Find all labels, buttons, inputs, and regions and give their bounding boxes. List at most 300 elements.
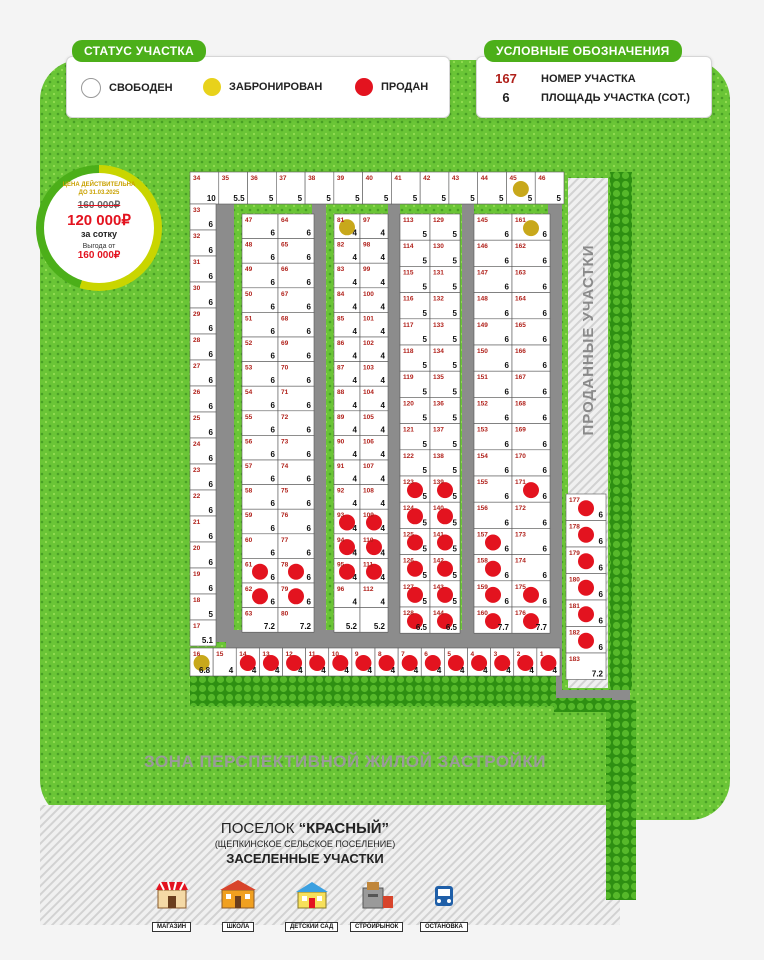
plot-area-label: 5.2 [373, 622, 385, 632]
plot-area-label: 6 [542, 413, 547, 423]
village-prefix: ПОСЕЛОК [220, 820, 299, 837]
plot-number-label: 118 [403, 348, 414, 355]
plot-number-label: 25 [193, 415, 201, 422]
plot-number-label: 39 [336, 175, 345, 182]
legend-plot-number-key: 167 [495, 71, 517, 86]
plot-area-label: 6 [208, 402, 213, 411]
plot-number-label: 76 [281, 512, 289, 520]
poi-hardware-store [350, 880, 403, 933]
status-legend [66, 56, 450, 118]
village-name: “КРАСНЫЙ” [298, 820, 390, 837]
kindergarten-icon [294, 880, 330, 910]
plot-area-label: 5 [422, 492, 427, 502]
plot-number-label: 121 [403, 426, 414, 434]
plot-area-label: 6 [598, 563, 603, 573]
plot-number-label: 175 [515, 583, 526, 591]
plot-area-label: 6 [598, 643, 603, 652]
legend-free-label: СВОБОДЕН [109, 82, 173, 94]
plot-number-label: 183 [569, 656, 580, 663]
plot-number-label: 144 [433, 610, 444, 617]
plot-number-label: 116 [403, 295, 414, 303]
sold-plots-zone-label: ПРОДАННЫЕ УЧАСТКИ [580, 244, 597, 436]
plot-number-label: 169 [515, 426, 526, 434]
plot-number-label: 119 [403, 374, 414, 382]
plot-number-label: 77 [281, 536, 289, 544]
plot-area-label: 6 [306, 253, 311, 263]
plot-number-label: 161 [515, 217, 526, 224]
plot-area-label: 4 [380, 597, 385, 607]
plot-area-label: 6 [208, 350, 213, 359]
plot-number-label: 143 [433, 583, 444, 591]
plot-area-label: 6 [542, 492, 547, 502]
plot-area-label: 6 [542, 256, 547, 266]
sold-dot-icon [355, 78, 373, 96]
plot-area-label: 5 [422, 439, 427, 449]
plot-number-label: 2 [516, 651, 521, 658]
plot-number-label: 156 [477, 505, 488, 513]
plot-number-label: 13 [262, 651, 270, 658]
plot-area-label: 6 [270, 548, 275, 558]
plot-number-label: 15 [216, 651, 224, 658]
plot-area-label: 5 [422, 518, 427, 528]
plot-number-label: 140 [433, 505, 444, 513]
plot-number-label: 154 [477, 452, 488, 460]
plot-number-label: 17 [193, 623, 201, 630]
plot-area-label: 6 [504, 387, 509, 397]
plot-number-label: 147 [477, 269, 488, 277]
plot-number-label: 32 [193, 233, 201, 240]
plot-number-label: 38 [308, 175, 316, 182]
plot-area-label: 6 [504, 544, 509, 554]
plot-area-label: 4 [251, 666, 257, 675]
savings-value: 160 000₽ [77, 250, 121, 261]
plot-area-label: 4 [352, 228, 357, 238]
plot-number-label: 170 [515, 452, 526, 460]
plot-number-label: 58 [245, 487, 253, 495]
plot-area-label: 5 [412, 194, 418, 203]
plot-area-label: 6 [270, 597, 275, 607]
plot-area-label: 6 [542, 387, 547, 397]
plot-number-label: 109 [363, 512, 374, 520]
legend-plot-number-label: НОМЕР УЧАСТКА [541, 72, 636, 85]
poi-kindergarten [285, 880, 338, 933]
plot-number-label: 30 [193, 285, 201, 292]
plot-area-label: 4 [352, 376, 357, 386]
plot-number-label: 110 [363, 536, 374, 544]
plot-area-label: 6 [270, 573, 275, 582]
plot-number-label: 91 [337, 463, 345, 470]
price-badge [36, 165, 162, 291]
plot-area-label: 6 [270, 228, 275, 238]
plot-area-label: 4 [352, 450, 357, 459]
plot-area-label: 6 [542, 439, 547, 449]
plot-area-label: 5.5 [233, 194, 245, 203]
plot-number-label: 35 [221, 175, 230, 182]
plot-area-label: 5 [452, 387, 457, 397]
tree-line [554, 698, 612, 712]
sold-marker [252, 564, 268, 580]
plot-area-label: 5 [422, 597, 427, 606]
plot-area-label: 6 [504, 361, 509, 371]
plot-number-label: 90 [337, 438, 345, 446]
plot-area-label: 6 [306, 327, 311, 336]
plot-area-label: 4 [352, 253, 357, 263]
plot-area-label: 6 [270, 376, 275, 386]
plot-number-label: 97 [363, 217, 371, 224]
plot-area-label: 6 [208, 220, 213, 229]
plot-area-label: 4 [380, 499, 385, 509]
plot-area-label: 6 [598, 616, 603, 626]
plot-area-label: 4 [352, 523, 357, 533]
reserved-marker [513, 181, 529, 197]
plot-area-label: 4 [380, 376, 385, 386]
plot-area-label: 6 [208, 558, 213, 567]
plot-number-label: 7 [401, 651, 405, 658]
plot-area-label: 6 [504, 492, 509, 502]
plot-area-label: 6 [270, 253, 275, 263]
plot-number-label: 93 [337, 512, 345, 520]
plot-area-label: 6 [542, 544, 547, 554]
plot-number-label: 126 [403, 557, 414, 565]
plot-area-label: 5 [452, 439, 457, 449]
plot-area-label: 5.1 [201, 636, 213, 645]
plot-number-label: 14 [239, 651, 247, 658]
plot-area-label: 7.7 [535, 623, 547, 633]
plot-number-label: 4 [470, 651, 475, 658]
new-price: 120 000₽ [67, 212, 131, 229]
plot-number-label: 84 [337, 290, 345, 298]
plot-number-label: 182 [569, 629, 580, 637]
plot-number-label: 61 [245, 561, 253, 569]
plot-number-label: 152 [477, 400, 488, 408]
tree-line [190, 676, 556, 706]
plot-area-label: 5 [422, 230, 427, 240]
legend-free [81, 78, 173, 98]
plot-area-label: 5 [452, 570, 457, 580]
plot-number-label: 98 [363, 241, 371, 249]
plot-area-label: 6 [306, 351, 311, 361]
poi-school-label: ШКОЛА [222, 922, 255, 932]
poi-kindergarten-label: ДЕТСКИЙ САД [285, 922, 338, 932]
plot-area-label: 4 [436, 666, 442, 675]
plot-area-label: 5 [452, 335, 457, 344]
village-settlement: (ЩЕПКИНСКОЕ СЕЛЬСКОЕ ПОСЕЛЕНИЕ) [214, 839, 396, 849]
plot-number-label: 123 [403, 479, 414, 486]
plot-number-label: 168 [515, 400, 526, 408]
plot-number-label: 96 [337, 586, 345, 593]
plot-area-label: 6 [306, 499, 311, 509]
plot-area-label: 5 [422, 308, 427, 318]
plot-area-label: 4 [552, 666, 557, 675]
sold-marker [288, 588, 304, 604]
plot-number-label: 122 [403, 452, 414, 460]
plot-number-label: 82 [337, 241, 345, 249]
plot-number-label: 65 [281, 241, 289, 249]
plot-number-label: 179 [569, 550, 580, 557]
legend-plot-area-label: ПЛОЩАДЬ УЧАСТКА (СОТ.) [541, 91, 690, 104]
plot-area-label: 6 [542, 570, 547, 580]
plot-area-label: 6 [270, 450, 275, 459]
future-zone-label: ЗОНА ПЕРСПЕКТИВНОЙ ЖИЛОЙ ЗАСТРОЙКИ [144, 752, 546, 771]
plot-area-label: 6 [504, 466, 509, 475]
plot-number-label: 71 [281, 389, 289, 397]
plot-number-label: 26 [193, 389, 201, 396]
plot-number-label: 114 [403, 243, 414, 251]
plot-number-label: 40 [365, 175, 373, 182]
plot-number-label: 10 [331, 651, 339, 658]
plot-number-label: 167 [515, 374, 526, 382]
plot-number-label: 173 [515, 531, 526, 539]
plot-number-label: 148 [477, 295, 488, 303]
plot-number-label: 5 [447, 651, 451, 658]
plot-area-label: 4 [380, 277, 385, 287]
plot-area-label: 4 [390, 666, 396, 675]
road-segment [388, 190, 400, 642]
plot-area-label: 6 [306, 523, 311, 533]
plot-number-label: 157 [477, 531, 488, 539]
plot-area-label: 4 [483, 666, 488, 675]
village-block [150, 820, 460, 866]
plot-number-label: 100 [363, 290, 374, 298]
plot-number-label: 162 [515, 243, 526, 251]
plot-area-label: 4 [380, 474, 385, 484]
plot-area-label: 4 [380, 450, 385, 459]
plot-number-label: 66 [281, 266, 289, 274]
plot-area-label: 6 [542, 308, 547, 318]
plot-area-label: 4 [380, 351, 385, 361]
sold-marker [288, 564, 304, 580]
plot-number-label: 151 [477, 374, 488, 382]
plot-area-label: 6 [306, 425, 311, 435]
plot-area-label: 5 [326, 194, 331, 203]
plot-number-label: 56 [245, 438, 253, 446]
plot-number-label: 57 [245, 463, 253, 470]
plot-area-label: 6 [504, 597, 509, 606]
plot-number-label: 171 [515, 479, 526, 486]
plot-number-label: 130 [433, 243, 444, 251]
old-price: 160 000₽ [77, 200, 121, 211]
plot-area-label: 6 [270, 302, 275, 312]
plot-number-label: 89 [337, 413, 345, 421]
plot-area-label: 4 [380, 548, 385, 558]
plot-number-label: 80 [281, 610, 289, 618]
plot-number-label: 141 [433, 531, 444, 539]
plot-area-label: 6 [208, 506, 213, 515]
plot-area-label: 6 [598, 510, 603, 520]
plot-number-label: 29 [193, 311, 201, 318]
plot-area-label: 6 [306, 277, 311, 287]
plot-number-label: 20 [193, 545, 201, 552]
plot-area-label: 5 [422, 570, 427, 580]
sold-marker [578, 580, 594, 596]
plot-area-label: 4 [352, 425, 357, 435]
plot-number-label: 87 [337, 364, 345, 372]
plot-area-label: 5 [355, 194, 360, 203]
plot-area-label: 6 [542, 230, 547, 240]
plot-area-label: 4 [228, 666, 234, 675]
plot-number-label: 136 [433, 400, 444, 408]
plot-number-label: 21 [193, 519, 201, 526]
plot-number-label: 102 [363, 340, 374, 347]
plot-area-label: 6.8 [199, 666, 211, 675]
plot-number-label: 42 [423, 175, 431, 182]
village-settled: ЗАСЕЛЕННЫЕ УЧАСТКИ [226, 851, 384, 866]
plot-area-label: 6.5 [415, 623, 427, 633]
plot-number-label: 55 [245, 413, 253, 421]
plot-number-label: 177 [569, 497, 580, 504]
plot-area-label: 5 [441, 194, 446, 203]
plot-area-label: 5 [452, 544, 457, 554]
plot-area-label: 4 [380, 573, 385, 582]
plot-area-label: 4 [460, 666, 465, 675]
plot-area-label: 6 [208, 584, 213, 593]
status-legend-title: СТАТУС УЧАСТКА [72, 40, 206, 62]
bus-stop-icon [429, 880, 459, 910]
plot-area-label: 5 [208, 610, 213, 619]
plot-number-label: 81 [337, 217, 345, 224]
plot-area-label: 5 [452, 256, 457, 266]
plot-area-label: 6 [208, 272, 213, 281]
plot-area-label: 4 [506, 666, 511, 675]
plot-area-label: 4 [352, 573, 357, 582]
plot-area-label: 6 [306, 597, 311, 607]
plot-area-label: 6 [306, 450, 311, 459]
price-per-unit: за сотку [80, 229, 118, 239]
plot-area-label: 6 [270, 425, 275, 435]
plot-number-label: 88 [337, 389, 345, 397]
plot-area-label: 4 [352, 277, 357, 287]
sold-marker [578, 527, 594, 543]
plot-area-label: 6 [542, 597, 547, 606]
reserved-dot-icon [203, 78, 221, 96]
plot-area-label: 6 [306, 376, 311, 386]
plot-number-label: 106 [363, 438, 374, 446]
plot-number-label: 33 [193, 207, 201, 214]
plot-area-label: 6 [542, 335, 547, 344]
plot-number-label: 1 [539, 651, 544, 658]
plot-number-label: 19 [193, 571, 201, 578]
plot-number-label: 52 [245, 340, 253, 347]
plot-area-label: 4 [380, 400, 385, 410]
poi-shop [152, 880, 191, 933]
plot-area-label: 5 [452, 492, 457, 502]
plot-number-label: 135 [433, 374, 444, 382]
plot-area-label: 4 [380, 253, 385, 263]
plot-area-label: 5 [452, 230, 457, 240]
plot-area-label: 4 [298, 666, 303, 675]
plot-area-label: 4 [380, 425, 385, 435]
plot-area-label: 6 [270, 327, 275, 336]
plot-area-label: 6 [306, 548, 311, 558]
plot-number-label: 94 [337, 536, 345, 544]
plot-area-label: 5 [422, 544, 427, 554]
plot-number-label: 70 [281, 364, 289, 372]
plot-number-label: 50 [245, 290, 253, 298]
plot-area-label: 4 [352, 597, 357, 607]
plot-number-label: 28 [193, 337, 201, 344]
plot-number-label: 155 [477, 479, 488, 486]
price-badge-inner [44, 173, 154, 283]
plot-area-label: 5 [452, 466, 457, 475]
plot-number-label: 73 [281, 438, 289, 446]
plot-number-label: 18 [193, 597, 201, 604]
plot-number-label: 124 [403, 505, 414, 513]
poi-hardware-store-label: СТРОЙРЫНОК [350, 922, 403, 932]
plot-area-label: 6 [542, 282, 547, 292]
plot-area-label: 6 [504, 518, 509, 528]
plot-area-label: 5 [422, 387, 427, 397]
plot-area-label: 6 [504, 308, 509, 318]
plot-area-label: 5 [422, 361, 427, 371]
plot-number-label: 129 [433, 217, 444, 224]
plot-area-label: 6 [306, 302, 311, 312]
plot-number-label: 99 [363, 266, 371, 274]
plot-number-label: 22 [193, 493, 201, 500]
plot-area-label: 6 [270, 277, 275, 287]
plot-number-label: 105 [363, 413, 374, 421]
savings-label: Выгода от [82, 243, 116, 250]
plot-number-label: 16 [193, 651, 201, 658]
plot-number-label: 112 [363, 586, 374, 593]
plot-number-label: 180 [569, 576, 580, 584]
poi-bus-stop [420, 880, 468, 933]
plot-area-label: 6 [598, 590, 603, 599]
plot-number-label: 107 [363, 463, 374, 470]
plot-area-label: 6 [504, 335, 509, 344]
plot-number-label: 36 [250, 175, 258, 182]
plot-number-label: 128 [403, 610, 414, 617]
plot-number-label: 117 [403, 321, 414, 329]
plot-area-label: 5 [422, 466, 427, 475]
plot-area-label: 6 [504, 570, 509, 580]
plot-number-label: 174 [515, 557, 526, 565]
legend-sold-label: ПРОДАН [381, 81, 429, 93]
plot-area-label: 6 [208, 324, 213, 333]
plot-area-label: 5 [422, 335, 427, 344]
plot-number-label: 72 [281, 413, 289, 421]
plot-area-label: 5 [452, 413, 457, 423]
plot-number-label: 86 [337, 340, 345, 347]
plot-area-label: 7.2 [591, 669, 603, 679]
plot-number-label: 83 [337, 266, 345, 274]
plot-number-label: 79 [281, 586, 289, 593]
poi-bus-stop-label: ОСТАНОВКА [420, 922, 468, 932]
plot-area-label: 5 [422, 282, 427, 292]
plot-area-label: 6 [208, 376, 213, 385]
plot-number-label: 160 [477, 610, 488, 617]
plot-area-label: 6 [504, 282, 509, 292]
plot-area-label: 5 [527, 194, 533, 203]
plot-area-label: 6 [598, 537, 603, 546]
plot-number-label: 150 [477, 348, 488, 355]
plot-number-label: 132 [433, 295, 444, 303]
plot-number-label: 49 [245, 266, 253, 274]
plot-area-label: 4 [380, 228, 385, 238]
tree-line [610, 172, 632, 690]
plot-number-label: 108 [363, 487, 374, 495]
legend-sold [355, 78, 428, 96]
plot-area-label: 4 [344, 666, 349, 675]
plot-area-label: 5 [297, 194, 303, 203]
plot-area-label: 4 [380, 523, 385, 533]
plot-number-label: 131 [433, 269, 444, 277]
plot-number-label: 54 [245, 389, 253, 397]
plot-number-label: 11 [308, 651, 316, 658]
plot-area-label: 6 [208, 532, 213, 541]
plot-number-label: 3 [493, 651, 498, 658]
plot-area-label: 5 [499, 194, 504, 203]
plot-area-label: 6 [306, 400, 311, 410]
